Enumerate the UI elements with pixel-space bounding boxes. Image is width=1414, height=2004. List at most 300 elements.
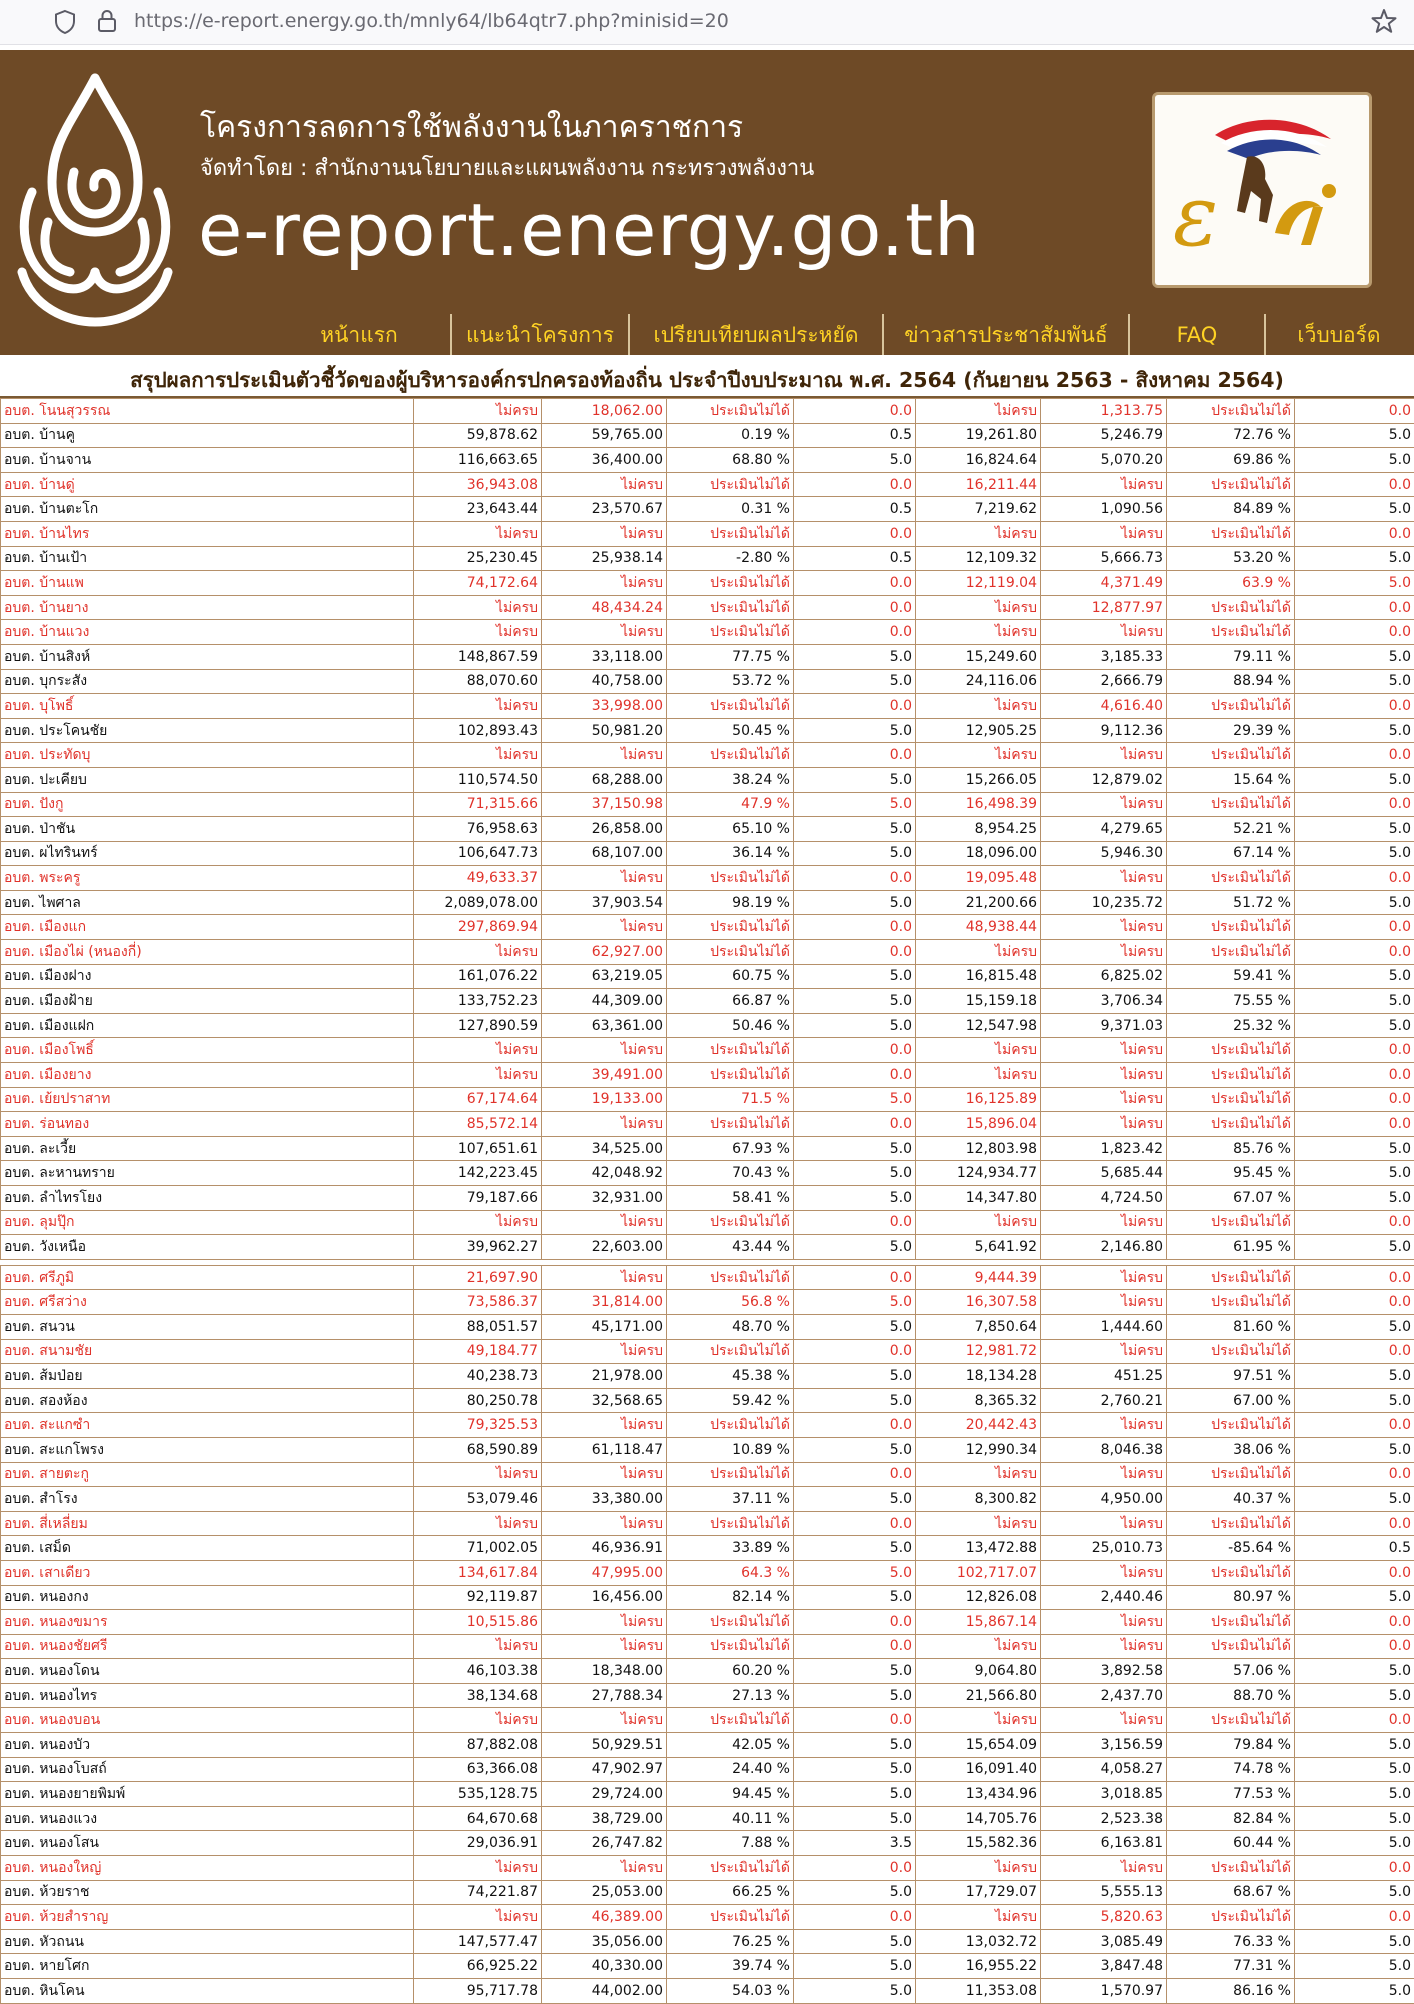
- value-cell: 5.0: [794, 1683, 916, 1708]
- table-row: [1, 1634, 1414, 1659]
- org-name-cell: อบต. บุกระสัง: [1, 669, 414, 694]
- value-cell: 29.39 %: [1167, 718, 1295, 743]
- value-cell: ประเมินไม่ได้: [1167, 792, 1295, 817]
- value-cell: 0.0: [1295, 1339, 1414, 1364]
- value-cell: ไม่ครบ: [542, 1610, 667, 1635]
- value-cell: ประเมินไม่ได้: [667, 1610, 794, 1635]
- org-name-cell: อบต. เมืองฝ้าย: [1, 989, 414, 1014]
- value-cell: 2,440.46: [1041, 1585, 1167, 1610]
- value-cell: ประเมินไม่ได้: [667, 694, 794, 719]
- value-cell: 32,931.00: [542, 1186, 667, 1211]
- value-cell: ประเมินไม่ได้: [667, 743, 794, 768]
- value-cell: 5.0: [1295, 1437, 1414, 1462]
- value-cell: 4,058.27: [1041, 1757, 1167, 1782]
- value-cell: 2,523.38: [1041, 1806, 1167, 1831]
- value-cell: 5.0: [1295, 1388, 1414, 1413]
- value-cell: 68,107.00: [542, 841, 667, 866]
- bookmark-star-icon[interactable]: [1370, 7, 1398, 35]
- table-row: [1, 448, 1414, 473]
- org-name-cell: อบต. ห้วยราช: [1, 1880, 414, 1905]
- value-cell: ประเมินไม่ได้: [1167, 1856, 1295, 1881]
- value-cell: 5.0: [794, 1487, 916, 1512]
- value-cell: ไม่ครบ: [916, 1038, 1041, 1063]
- value-cell: 0.0: [1295, 915, 1414, 940]
- site-header: [0, 50, 1414, 355]
- value-cell: 102,893.43: [414, 718, 542, 743]
- value-cell: 5.0: [1295, 817, 1414, 842]
- value-cell: ไม่ครบ: [1041, 1038, 1167, 1063]
- nav-news[interactable]: ข่าวสารประชาสัมพันธ์: [884, 314, 1130, 355]
- org-name-cell: อบต. ห้วยสำราญ: [1, 1905, 414, 1930]
- value-cell: ไม่ครบ: [916, 1063, 1041, 1088]
- value-cell: 40,758.00: [542, 669, 667, 694]
- table-row: [1, 841, 1414, 866]
- value-cell: ไม่ครบ: [542, 472, 667, 497]
- org-name-cell: อบต. บ้านตะโก: [1, 497, 414, 522]
- org-name-cell: อบต. ประโคนชัย: [1, 718, 414, 743]
- value-cell: 26,747.82: [542, 1831, 667, 1856]
- value-cell: 46,936.91: [542, 1536, 667, 1561]
- value-cell: 5.0: [1295, 1161, 1414, 1186]
- value-cell: 127,890.59: [414, 1013, 542, 1038]
- value-cell: 68,288.00: [542, 767, 667, 792]
- browser-url-bar[interactable]: [0, 0, 1414, 45]
- value-cell: 5.0: [794, 1186, 916, 1211]
- table-row: [1, 1087, 1414, 1112]
- org-name-cell: อบต. ประทัดบุ: [1, 743, 414, 768]
- table-row: [1, 497, 1414, 522]
- value-cell: 5.0: [794, 644, 916, 669]
- value-cell: 3,156.59: [1041, 1733, 1167, 1758]
- table-row: [1, 620, 1414, 645]
- org-name-cell: อบต. หายโศก: [1, 1954, 414, 1979]
- org-name-cell: อบต. เย้ยปราสาท: [1, 1087, 414, 1112]
- org-name-cell: อบต. หนองโสน: [1, 1831, 414, 1856]
- nav-webboard[interactable]: เว็บบอร์ด: [1266, 314, 1412, 355]
- org-name-cell: อบต. เมืองแฝก: [1, 1013, 414, 1038]
- value-cell: 0.0: [1295, 940, 1414, 965]
- value-cell: 5,666.73: [1041, 546, 1167, 571]
- value-cell: 5.0: [1295, 989, 1414, 1014]
- value-cell: 2,760.21: [1041, 1388, 1167, 1413]
- url-text[interactable]: https://e-report.energy.go.th/mnly64/lb64qtr7.php?minisid=20: [134, 10, 729, 32]
- value-cell: 0.0: [794, 1112, 916, 1137]
- value-cell: 37,903.54: [542, 890, 667, 915]
- value-cell: ไม่ครบ: [916, 694, 1041, 719]
- value-cell: 27.13 %: [667, 1683, 794, 1708]
- value-cell: 63,219.05: [542, 964, 667, 989]
- value-cell: 51.72 %: [1167, 890, 1295, 915]
- value-cell: 42.05 %: [667, 1733, 794, 1758]
- value-cell: 102,717.07: [916, 1560, 1041, 1585]
- value-cell: 1,090.56: [1041, 497, 1167, 522]
- value-cell: 5.0: [1295, 1683, 1414, 1708]
- value-cell: 0.5: [1295, 1536, 1414, 1561]
- value-cell: 0.0: [1295, 743, 1414, 768]
- value-cell: 5.0: [1295, 1880, 1414, 1905]
- value-cell: ไม่ครบ: [1041, 1265, 1167, 1290]
- shield-icon[interactable]: [54, 9, 76, 35]
- value-cell: 67.07 %: [1167, 1186, 1295, 1211]
- value-cell: 15.64 %: [1167, 767, 1295, 792]
- value-cell: 5.0: [794, 792, 916, 817]
- value-cell: 23,643.44: [414, 497, 542, 522]
- value-cell: 75.55 %: [1167, 989, 1295, 1014]
- value-cell: 16,498.39: [916, 792, 1041, 817]
- value-cell: 5.0: [1295, 669, 1414, 694]
- value-cell: 66,925.22: [414, 1954, 542, 1979]
- table-row: [1, 1388, 1414, 1413]
- value-cell: 1,444.60: [1041, 1314, 1167, 1339]
- value-cell: 3,185.33: [1041, 644, 1167, 669]
- value-cell: 5.0: [794, 1954, 916, 1979]
- value-cell: ประเมินไม่ได้: [667, 1905, 794, 1930]
- value-cell: 37.11 %: [667, 1487, 794, 1512]
- value-cell: ไม่ครบ: [1041, 915, 1167, 940]
- value-cell: 24,116.06: [916, 669, 1041, 694]
- value-cell: 48,434.24: [542, 595, 667, 620]
- value-cell: 32,568.65: [542, 1388, 667, 1413]
- value-cell: 98.19 %: [667, 890, 794, 915]
- value-cell: 25,010.73: [1041, 1536, 1167, 1561]
- value-cell: 59,765.00: [542, 423, 667, 448]
- value-cell: 161,076.22: [414, 964, 542, 989]
- value-cell: 67,174.64: [414, 1087, 542, 1112]
- value-cell: 68.67 %: [1167, 1880, 1295, 1905]
- value-cell: 5,946.30: [1041, 841, 1167, 866]
- value-cell: 5.0: [1295, 448, 1414, 473]
- value-cell: 5.0: [794, 448, 916, 473]
- org-name-cell: อบต. เสม็ด: [1, 1536, 414, 1561]
- value-cell: 0.0: [794, 866, 916, 891]
- table-row: [1, 1536, 1414, 1561]
- value-cell: 106,647.73: [414, 841, 542, 866]
- value-cell: ประเมินไม่ได้: [667, 940, 794, 965]
- value-cell: 16,955.22: [916, 1954, 1041, 1979]
- value-cell: 25,938.14: [542, 546, 667, 571]
- value-cell: ประเมินไม่ได้: [667, 1708, 794, 1733]
- value-cell: ไม่ครบ: [916, 620, 1041, 645]
- value-cell: 0.0: [794, 620, 916, 645]
- value-cell: 0.0: [1295, 472, 1414, 497]
- org-name-cell: อบต. บ้านคู: [1, 423, 414, 448]
- value-cell: 4,724.50: [1041, 1186, 1167, 1211]
- nav-compare-savings[interactable]: เปรียบเทียบผลประหยัด: [630, 314, 884, 355]
- value-cell: ประเมินไม่ได้: [667, 1063, 794, 1088]
- value-cell: 148,867.59: [414, 644, 542, 669]
- value-cell: ไม่ครบ: [1041, 866, 1167, 891]
- value-cell: 4,371.49: [1041, 571, 1167, 596]
- table-row: [1, 521, 1414, 546]
- value-cell: 10,235.72: [1041, 890, 1167, 915]
- value-cell: 16,456.00: [542, 1585, 667, 1610]
- value-cell: 16,211.44: [916, 472, 1041, 497]
- nav-faq[interactable]: FAQ: [1130, 314, 1266, 355]
- value-cell: 76.25 %: [667, 1929, 794, 1954]
- value-cell: 5.0: [794, 817, 916, 842]
- org-name-cell: อบต. ไพศาล: [1, 890, 414, 915]
- org-name-cell: อบต. วังเหนือ: [1, 1235, 414, 1260]
- value-cell: 4,616.40: [1041, 694, 1167, 719]
- value-cell: 47,995.00: [542, 1560, 667, 1585]
- value-cell: ประเมินไม่ได้: [667, 399, 794, 424]
- value-cell: 59.42 %: [667, 1388, 794, 1413]
- value-cell: 451.25: [1041, 1364, 1167, 1389]
- value-cell: 16,824.64: [916, 448, 1041, 473]
- value-cell: 59,878.62: [414, 423, 542, 448]
- value-cell: 0.31 %: [667, 497, 794, 522]
- organizer-text: จัดทำโดย : สำนักงานนโยบายและแผนพลังงาน กระทรวงพลังงาน: [200, 150, 814, 185]
- eoi-logo-icon: [1155, 95, 1369, 285]
- value-cell: 43.44 %: [667, 1235, 794, 1260]
- value-cell: 5.0: [1295, 546, 1414, 571]
- value-cell: ไม่ครบ: [916, 1462, 1041, 1487]
- value-cell: ไม่ครบ: [1041, 1610, 1167, 1635]
- table-row: [1, 1462, 1414, 1487]
- value-cell: ไม่ครบ: [542, 915, 667, 940]
- value-cell: 5.0: [794, 841, 916, 866]
- value-cell: 64,670.68: [414, 1806, 542, 1831]
- table-row: [1, 1806, 1414, 1831]
- value-cell: 5.0: [1295, 1314, 1414, 1339]
- value-cell: 84.89 %: [1167, 497, 1295, 522]
- value-cell: 5.0: [794, 1536, 916, 1561]
- value-cell: 16,125.89: [916, 1087, 1041, 1112]
- value-cell: ไม่ครบ: [542, 866, 667, 891]
- value-cell: 9,112.36: [1041, 718, 1167, 743]
- org-name-cell: อบต. เมืองไผ่ (หนองกี่): [1, 940, 414, 965]
- org-name-cell: อบต. หินโคน: [1, 1979, 414, 2004]
- value-cell: 2,146.80: [1041, 1235, 1167, 1260]
- org-name-cell: อบต. หนองบัว: [1, 1733, 414, 1758]
- value-cell: 25.32 %: [1167, 1013, 1295, 1038]
- value-cell: 0.5: [794, 423, 916, 448]
- value-cell: ประเมินไม่ได้: [667, 595, 794, 620]
- value-cell: 12,905.25: [916, 718, 1041, 743]
- value-cell: 12,803.98: [916, 1136, 1041, 1161]
- org-name-cell: อบต. พระครู: [1, 866, 414, 891]
- value-cell: ประเมินไม่ได้: [1167, 1038, 1295, 1063]
- value-cell: 107,651.61: [414, 1136, 542, 1161]
- value-cell: ประเมินไม่ได้: [1167, 1634, 1295, 1659]
- value-cell: 19,133.00: [542, 1087, 667, 1112]
- table-row: [1, 1560, 1414, 1585]
- value-cell: 15,896.04: [916, 1112, 1041, 1137]
- value-cell: 9,371.03: [1041, 1013, 1167, 1038]
- table-row: [1, 472, 1414, 497]
- value-cell: 0.0: [794, 1708, 916, 1733]
- value-cell: ไม่ครบ: [414, 1708, 542, 1733]
- value-cell: ไม่ครบ: [542, 620, 667, 645]
- nav-home[interactable]: หน้าแรก: [268, 314, 452, 355]
- value-cell: 26,858.00: [542, 817, 667, 842]
- value-cell: 33,380.00: [542, 1487, 667, 1512]
- value-cell: 12,981.72: [916, 1339, 1041, 1364]
- value-cell: 45.38 %: [667, 1364, 794, 1389]
- org-name-cell: อบต. สนามชัย: [1, 1339, 414, 1364]
- main-nav: [268, 314, 1414, 355]
- value-cell: 86.16 %: [1167, 1979, 1295, 2004]
- table-row: [1, 940, 1414, 965]
- value-cell: 7,850.64: [916, 1314, 1041, 1339]
- value-cell: 124,934.77: [916, 1161, 1041, 1186]
- value-cell: 5.0: [1295, 1487, 1414, 1512]
- table-row: [1, 1487, 1414, 1512]
- value-cell: 44,002.00: [542, 1979, 667, 2004]
- org-name-cell: อบต. สายตะกู: [1, 1462, 414, 1487]
- value-cell: 63,366.08: [414, 1757, 542, 1782]
- value-cell: 82.84 %: [1167, 1806, 1295, 1831]
- org-name-cell: อบต. บุโพธิ์: [1, 694, 414, 719]
- value-cell: ประเมินไม่ได้: [1167, 1087, 1295, 1112]
- value-cell: 5.0: [1295, 841, 1414, 866]
- value-cell: ไม่ครบ: [542, 1462, 667, 1487]
- org-name-cell: อบต. บ้านยาง: [1, 595, 414, 620]
- value-cell: 8,365.32: [916, 1388, 1041, 1413]
- value-cell: 5,070.20: [1041, 448, 1167, 473]
- value-cell: 7.88 %: [667, 1831, 794, 1856]
- value-cell: 38.06 %: [1167, 1437, 1295, 1462]
- value-cell: ไม่ครบ: [414, 1063, 542, 1088]
- value-cell: 19,261.80: [916, 423, 1041, 448]
- value-cell: 3.5: [794, 1831, 916, 1856]
- org-name-cell: อบต. บ้านแพ: [1, 571, 414, 596]
- table-row: [1, 1733, 1414, 1758]
- value-cell: 13,032.72: [916, 1929, 1041, 1954]
- org-name-cell: อบต. สะแกซำ: [1, 1413, 414, 1438]
- org-name-cell: อบต. บ้านดู่: [1, 472, 414, 497]
- table-row: [1, 1659, 1414, 1684]
- project-title: โครงการลดการใช้พลังงานในภาคราชการ: [200, 104, 743, 151]
- value-cell: 5.0: [794, 1013, 916, 1038]
- value-cell: 133,752.23: [414, 989, 542, 1014]
- eoi-logo[interactable]: [1152, 92, 1372, 288]
- value-cell: ประเมินไม่ได้: [1167, 1708, 1295, 1733]
- value-cell: 11,353.08: [916, 1979, 1041, 2004]
- value-cell: 53,079.46: [414, 1487, 542, 1512]
- value-cell: 42,048.92: [542, 1161, 667, 1186]
- value-cell: 15,654.09: [916, 1733, 1041, 1758]
- value-cell: ไม่ครบ: [1041, 1063, 1167, 1088]
- value-cell: 0.0: [1295, 399, 1414, 424]
- value-cell: 1,313.75: [1041, 399, 1167, 424]
- table-row: [1, 1038, 1414, 1063]
- value-cell: 94.45 %: [667, 1782, 794, 1807]
- value-cell: 80.97 %: [1167, 1585, 1295, 1610]
- value-cell: 21,697.90: [414, 1265, 542, 1290]
- org-name-cell: อบต. หนองกง: [1, 1585, 414, 1610]
- svg-text:ɛ: ɛ: [1173, 167, 1218, 265]
- value-cell: 74,172.64: [414, 571, 542, 596]
- value-cell: 82.14 %: [667, 1585, 794, 1610]
- value-cell: ประเมินไม่ได้: [1167, 1610, 1295, 1635]
- org-name-cell: อบต. เสาเดียว: [1, 1560, 414, 1585]
- value-cell: 16,815.48: [916, 964, 1041, 989]
- value-cell: 66.87 %: [667, 989, 794, 1014]
- value-cell: 5.0: [794, 1585, 916, 1610]
- value-cell: 88.94 %: [1167, 669, 1295, 694]
- value-cell: 15,159.18: [916, 989, 1041, 1014]
- value-cell: 4,950.00: [1041, 1487, 1167, 1512]
- value-cell: 67.00 %: [1167, 1388, 1295, 1413]
- value-cell: 12,826.08: [916, 1585, 1041, 1610]
- value-cell: 97.51 %: [1167, 1364, 1295, 1389]
- value-cell: 40,330.00: [542, 1954, 667, 1979]
- org-name-cell: อบต. เมืองฝาง: [1, 964, 414, 989]
- value-cell: 88,070.60: [414, 669, 542, 694]
- value-cell: 52.21 %: [1167, 817, 1295, 842]
- value-cell: 0.0: [1295, 1610, 1414, 1635]
- value-cell: ไม่ครบ: [1041, 1290, 1167, 1315]
- value-cell: 36,943.08: [414, 472, 542, 497]
- table-row: [1, 1186, 1414, 1211]
- value-cell: 5.0: [1295, 497, 1414, 522]
- value-cell: 48.70 %: [667, 1314, 794, 1339]
- value-cell: 9,064.80: [916, 1659, 1041, 1684]
- value-cell: 5.0: [1295, 571, 1414, 596]
- table-row: [1, 915, 1414, 940]
- value-cell: ไม่ครบ: [542, 571, 667, 596]
- value-cell: 49,633.37: [414, 866, 542, 891]
- nav-about-project[interactable]: แนะนำโครงการ: [452, 314, 630, 355]
- value-cell: 58.41 %: [667, 1186, 794, 1211]
- org-name-cell: อบต. ลุมปุ๊ก: [1, 1210, 414, 1235]
- value-cell: 0.0: [1295, 1905, 1414, 1930]
- value-cell: ประเมินไม่ได้: [667, 1511, 794, 1536]
- lock-icon[interactable]: [96, 8, 118, 34]
- value-cell: 14,347.80: [916, 1186, 1041, 1211]
- value-cell: 0.0: [794, 1413, 916, 1438]
- value-cell: ประเมินไม่ได้: [667, 1112, 794, 1137]
- value-cell: 85,572.14: [414, 1112, 542, 1137]
- value-cell: 62,927.00: [542, 940, 667, 965]
- table-row: [1, 1437, 1414, 1462]
- value-cell: 47,902.97: [542, 1757, 667, 1782]
- value-cell: 5,685.44: [1041, 1161, 1167, 1186]
- table-row: [1, 546, 1414, 571]
- value-cell: 15,582.36: [916, 1831, 1041, 1856]
- value-cell: 0.0: [1295, 1708, 1414, 1733]
- value-cell: 40,238.73: [414, 1364, 542, 1389]
- value-cell: 29,724.00: [542, 1782, 667, 1807]
- value-cell: ประเมินไม่ได้: [1167, 1210, 1295, 1235]
- value-cell: ประเมินไม่ได้: [667, 1413, 794, 1438]
- org-name-cell: อบต. หัวถนน: [1, 1929, 414, 1954]
- value-cell: 0.0: [794, 1511, 916, 1536]
- value-cell: 18,096.00: [916, 841, 1041, 866]
- value-cell: 0.0: [794, 1038, 916, 1063]
- value-cell: ไม่ครบ: [1041, 521, 1167, 546]
- value-cell: 10.89 %: [667, 1437, 794, 1462]
- value-cell: ประเมินไม่ได้: [667, 1339, 794, 1364]
- value-cell: 0.0: [794, 1339, 916, 1364]
- value-cell: 5.0: [794, 1087, 916, 1112]
- value-cell: 14,705.76: [916, 1806, 1041, 1831]
- value-cell: 0.0: [794, 940, 916, 965]
- value-cell: 5.0: [1295, 1364, 1414, 1389]
- value-cell: 134,617.84: [414, 1560, 542, 1585]
- org-name-cell: อบต. เมืองแก: [1, 915, 414, 940]
- site-name: e-report.energy.go.th: [198, 188, 981, 272]
- value-cell: 37,150.98: [542, 792, 667, 817]
- org-name-cell: อบต. หนองขมาร: [1, 1610, 414, 1635]
- value-cell: ไม่ครบ: [542, 1856, 667, 1881]
- value-cell: 9,444.39: [916, 1265, 1041, 1290]
- value-cell: 12,109.32: [916, 546, 1041, 571]
- value-cell: 5.0: [794, 767, 916, 792]
- table-row: [1, 1905, 1414, 1930]
- value-cell: ประเมินไม่ได้: [667, 472, 794, 497]
